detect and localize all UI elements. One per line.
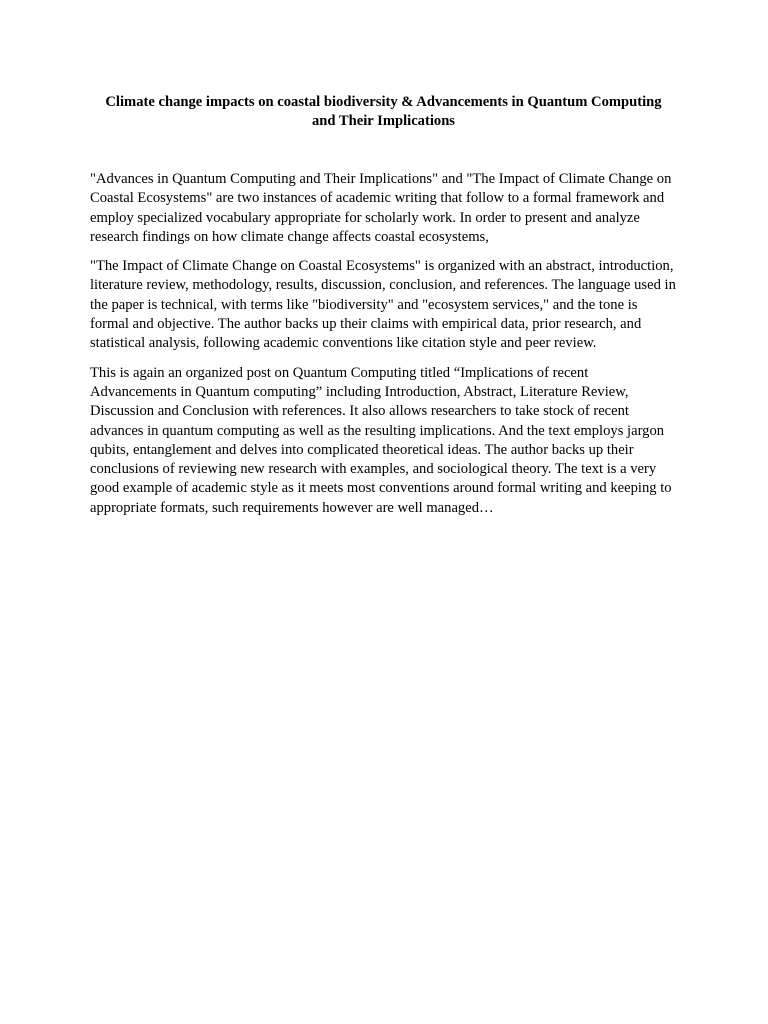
paragraph-1: "Advances in Quantum Computing and Their Implications" and "The Impact of Climate Change on Coastal Ecosystems" are two instances of academic writing that follow to a formal framework and employ specialized vocabulary appropriate for scholarly work. In order to present and analyze research findings on how climate change affects coastal ecosystems, [90,171,672,245]
document-title: Climate change impacts on coastal biodiversity & Advancements in Quantum Computing and Their Implications [105,94,662,129]
paragraph-2: "The Impact of Climate Change on Coastal Ecosystems" is organized with an abstract, introduction, literature review, methodology, results, discussion, conclusion, and references. The language used in the paper is technical, with terms like "biodiversity" and "ecosystem services," and the tone is formal and objective. The author backs up their claims with empirical data, prior research, and statistical analysis, following academic conventions like citation style and peer review. [90,258,676,352]
paragraph-3: This is again an organized post on Quantum Computing titled “Implications of recent Advancements in Quantum computing” including Introduction, Abstract, Literature Review, Discussion and Conclusion with references. It also allows researchers to take stock of recent advances in quantum computing as well as the resulting implications. And the text employs jargon qubits, entanglement and delves into complicated theoretical ideas. The author backs up their conclusions of reviewing new research with examples, and sociological theory. The text is a very good example of academic style as it meets most conventions around formal writing and keeping to appropriate formats, such requirements however are well managed… [90,364,672,516]
